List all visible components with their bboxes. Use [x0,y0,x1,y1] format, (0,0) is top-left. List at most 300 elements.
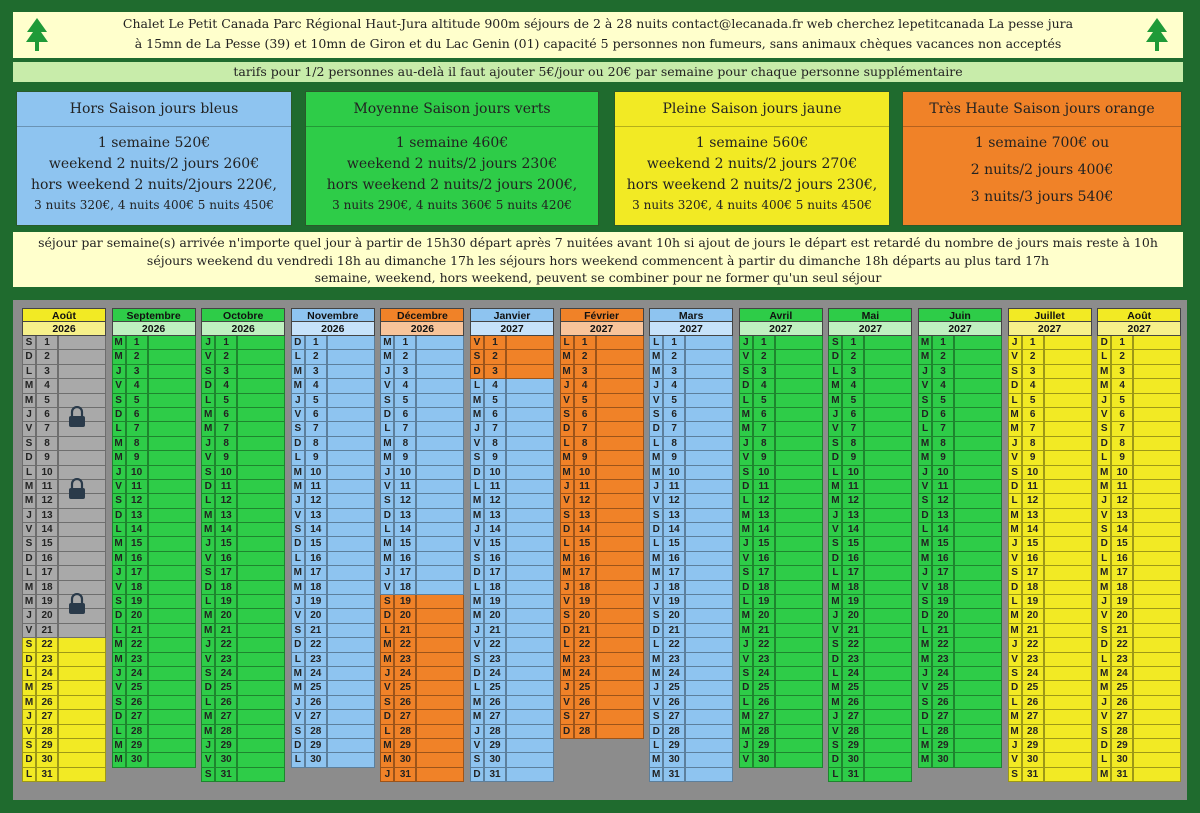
calendar-day[interactable] [291,394,375,408]
calendar-day[interactable] [380,365,464,379]
calendar-day[interactable] [739,537,823,551]
calendar-day[interactable] [649,667,733,681]
calendar-day[interactable] [1097,494,1181,508]
calendar-day[interactable] [112,365,196,379]
calendar-day[interactable] [201,624,285,638]
calendar-day[interactable] [1008,739,1092,753]
calendar-day[interactable] [828,653,912,667]
calendar-day[interactable] [739,494,823,508]
calendar-day[interactable] [291,595,375,609]
calendar-day[interactable] [918,667,1002,681]
calendar-day[interactable] [380,667,464,681]
calendar-day[interactable] [112,466,196,480]
calendar-day[interactable] [112,667,196,681]
calendar-day[interactable] [201,509,285,523]
calendar-day[interactable] [201,753,285,767]
calendar-day[interactable] [201,768,285,782]
calendar-day[interactable] [291,379,375,393]
calendar-day[interactable] [112,408,196,422]
calendar-day[interactable] [1097,609,1181,623]
calendar-day[interactable] [1008,451,1092,465]
calendar-day[interactable] [1097,537,1181,551]
calendar-day[interactable] [560,480,644,494]
calendar-day[interactable] [828,696,912,710]
calendar-day[interactable] [828,379,912,393]
calendar-day[interactable] [22,696,106,710]
calendar-day[interactable] [1097,466,1181,480]
calendar-day[interactable] [649,768,733,782]
calendar-day[interactable] [918,581,1002,595]
calendar-day[interactable] [918,609,1002,623]
calendar-day[interactable] [1097,753,1181,767]
calendar-day[interactable] [470,336,554,350]
calendar-day[interactable] [470,595,554,609]
calendar-day[interactable] [918,379,1002,393]
calendar-day[interactable] [560,609,644,623]
calendar-day[interactable] [470,466,554,480]
calendar-day[interactable] [380,696,464,710]
calendar-day[interactable] [739,394,823,408]
calendar-day[interactable] [739,725,823,739]
calendar-day[interactable] [560,638,644,652]
calendar-day[interactable] [1008,379,1092,393]
calendar-day[interactable] [560,494,644,508]
calendar-day[interactable] [739,552,823,566]
calendar-day[interactable] [380,537,464,551]
calendar-day[interactable] [22,753,106,767]
calendar-day[interactable] [918,336,1002,350]
calendar-day[interactable] [470,437,554,451]
calendar-day[interactable] [739,379,823,393]
calendar-day[interactable] [560,653,644,667]
calendar-day[interactable] [291,725,375,739]
calendar-day[interactable] [380,466,464,480]
calendar-day[interactable] [739,408,823,422]
calendar-day[interactable] [649,638,733,652]
calendar-day[interactable] [1097,581,1181,595]
calendar-day[interactable] [1008,638,1092,652]
calendar-day[interactable] [470,509,554,523]
calendar-day[interactable] [1097,336,1181,350]
calendar-day[interactable] [739,365,823,379]
calendar-day[interactable] [380,350,464,364]
calendar-day[interactable] [380,609,464,623]
calendar-day[interactable] [112,422,196,436]
calendar-day[interactable] [22,408,106,422]
calendar-day[interactable] [112,552,196,566]
calendar-day[interactable] [201,537,285,551]
calendar-day[interactable] [649,681,733,695]
calendar-day[interactable] [291,509,375,523]
calendar-day[interactable] [291,451,375,465]
calendar-day[interactable] [112,480,196,494]
calendar-day[interactable] [291,336,375,350]
calendar-day[interactable] [291,681,375,695]
calendar-day[interactable] [380,710,464,724]
calendar-day[interactable] [22,336,106,350]
calendar-day[interactable] [739,509,823,523]
calendar-day[interactable] [291,638,375,652]
calendar-day[interactable] [380,595,464,609]
calendar-day[interactable] [1097,681,1181,695]
calendar-day[interactable] [380,653,464,667]
calendar-day[interactable] [1097,638,1181,652]
calendar-day[interactable] [112,379,196,393]
calendar-day[interactable] [1008,466,1092,480]
calendar-day[interactable] [112,336,196,350]
calendar-day[interactable] [470,753,554,767]
calendar-day[interactable] [470,537,554,551]
calendar-day[interactable] [22,437,106,451]
calendar-day[interactable] [470,523,554,537]
calendar-day[interactable] [560,422,644,436]
calendar-day[interactable] [291,581,375,595]
calendar-day[interactable] [201,437,285,451]
calendar-day[interactable] [1097,710,1181,724]
calendar-day[interactable] [828,624,912,638]
calendar-day[interactable] [1097,624,1181,638]
calendar-day[interactable] [380,523,464,537]
calendar-day[interactable] [560,365,644,379]
calendar-day[interactable] [560,710,644,724]
calendar-day[interactable] [649,494,733,508]
calendar-day[interactable] [918,653,1002,667]
calendar-day[interactable] [649,595,733,609]
calendar-day[interactable] [560,681,644,695]
calendar-day[interactable] [560,552,644,566]
calendar-day[interactable] [739,609,823,623]
calendar-day[interactable] [828,768,912,782]
calendar-day[interactable] [1008,552,1092,566]
calendar-day[interactable] [649,408,733,422]
calendar-day[interactable] [918,552,1002,566]
calendar-day[interactable] [828,451,912,465]
calendar-day[interactable] [918,394,1002,408]
calendar-day[interactable] [649,696,733,710]
calendar-day[interactable] [1097,408,1181,422]
calendar-day[interactable] [201,466,285,480]
calendar-day[interactable] [22,523,106,537]
calendar-day[interactable] [380,566,464,580]
calendar-day[interactable] [291,609,375,623]
calendar-day[interactable] [470,768,554,782]
calendar-day[interactable] [470,566,554,580]
calendar-day[interactable] [1008,480,1092,494]
calendar-day[interactable] [918,408,1002,422]
calendar-day[interactable] [22,494,106,508]
calendar-day[interactable] [560,394,644,408]
calendar-day[interactable] [1097,437,1181,451]
calendar-day[interactable] [739,681,823,695]
calendar-day[interactable] [380,408,464,422]
calendar-day[interactable] [1008,681,1092,695]
calendar-day[interactable] [1097,509,1181,523]
calendar-day[interactable] [380,422,464,436]
calendar-day[interactable] [470,739,554,753]
calendar-day[interactable] [1008,667,1092,681]
calendar-day[interactable] [470,696,554,710]
calendar-day[interactable] [112,710,196,724]
calendar-day[interactable] [380,336,464,350]
calendar-day[interactable] [649,739,733,753]
calendar-day[interactable] [291,566,375,580]
calendar-day[interactable] [739,336,823,350]
calendar-day[interactable] [1008,653,1092,667]
calendar-day[interactable] [380,437,464,451]
calendar-day[interactable] [201,595,285,609]
calendar-day[interactable] [291,466,375,480]
calendar-day[interactable] [470,609,554,623]
calendar-day[interactable] [291,422,375,436]
calendar-day[interactable] [918,494,1002,508]
calendar-day[interactable] [1008,725,1092,739]
calendar-day[interactable] [649,350,733,364]
calendar-day[interactable] [739,466,823,480]
calendar-day[interactable] [112,523,196,537]
calendar-day[interactable] [739,624,823,638]
calendar-day[interactable] [22,422,106,436]
calendar-day[interactable] [1008,494,1092,508]
calendar-day[interactable] [649,753,733,767]
calendar-day[interactable] [649,451,733,465]
calendar-day[interactable] [918,638,1002,652]
calendar-day[interactable] [291,552,375,566]
calendar-day[interactable] [739,480,823,494]
calendar-day[interactable] [739,437,823,451]
calendar-day[interactable] [649,609,733,623]
calendar-day[interactable] [470,379,554,393]
calendar-day[interactable] [22,638,106,652]
calendar-day[interactable] [739,581,823,595]
calendar-day[interactable] [1097,379,1181,393]
calendar-day[interactable] [112,494,196,508]
calendar-day[interactable] [380,681,464,695]
calendar-day[interactable] [1008,595,1092,609]
calendar-day[interactable] [22,581,106,595]
calendar-day[interactable] [918,523,1002,537]
calendar-day[interactable] [918,365,1002,379]
calendar-day[interactable] [22,667,106,681]
calendar-day[interactable] [112,350,196,364]
calendar-day[interactable] [828,365,912,379]
calendar-day[interactable] [739,451,823,465]
calendar-day[interactable] [380,725,464,739]
calendar-day[interactable] [22,466,106,480]
calendar-day[interactable] [291,537,375,551]
calendar-day[interactable] [112,566,196,580]
calendar-day[interactable] [560,725,644,739]
calendar-day[interactable] [918,466,1002,480]
calendar-day[interactable] [470,638,554,652]
calendar-day[interactable] [201,581,285,595]
calendar-day[interactable] [918,566,1002,580]
calendar-day[interactable] [291,710,375,724]
calendar-day[interactable] [828,552,912,566]
calendar-day[interactable] [739,566,823,580]
calendar-day[interactable] [1008,768,1092,782]
calendar-day[interactable] [201,408,285,422]
calendar-day[interactable] [201,480,285,494]
calendar-day[interactable] [649,653,733,667]
calendar-day[interactable] [112,437,196,451]
calendar-day[interactable] [1097,566,1181,580]
calendar-day[interactable] [380,509,464,523]
calendar-day[interactable] [649,509,733,523]
calendar-day[interactable] [201,494,285,508]
calendar-day[interactable] [112,624,196,638]
calendar-day[interactable] [828,523,912,537]
calendar-day[interactable] [1097,667,1181,681]
calendar-day[interactable] [22,451,106,465]
calendar-day[interactable] [1008,624,1092,638]
calendar-day[interactable] [649,466,733,480]
calendar-day[interactable] [1097,523,1181,537]
calendar-day[interactable] [1008,408,1092,422]
calendar-day[interactable] [560,408,644,422]
calendar-day[interactable] [291,408,375,422]
calendar-day[interactable] [291,696,375,710]
calendar-day[interactable] [470,365,554,379]
calendar-day[interactable] [22,394,106,408]
calendar-day[interactable] [739,350,823,364]
calendar-day[interactable] [112,609,196,623]
calendar-day[interactable] [201,681,285,695]
calendar-day[interactable] [828,394,912,408]
calendar-day[interactable] [828,710,912,724]
calendar-day[interactable] [22,379,106,393]
calendar-day[interactable] [918,725,1002,739]
calendar-day[interactable] [1008,509,1092,523]
calendar-day[interactable] [649,725,733,739]
calendar-day[interactable] [560,624,644,638]
calendar-day[interactable] [380,638,464,652]
calendar-day[interactable] [560,350,644,364]
calendar-day[interactable] [291,653,375,667]
calendar-day[interactable] [918,739,1002,753]
calendar-day[interactable] [112,753,196,767]
calendar-day[interactable] [560,379,644,393]
calendar-day[interactable] [739,523,823,537]
calendar-day[interactable] [470,480,554,494]
calendar-day[interactable] [201,451,285,465]
calendar-day[interactable] [828,609,912,623]
calendar-day[interactable] [560,336,644,350]
calendar-day[interactable] [470,494,554,508]
calendar-day[interactable] [828,480,912,494]
calendar-day[interactable] [560,696,644,710]
calendar-day[interactable] [1097,350,1181,364]
calendar-day[interactable] [918,710,1002,724]
calendar-day[interactable] [560,581,644,595]
calendar-day[interactable] [22,552,106,566]
calendar-day[interactable] [649,365,733,379]
calendar-day[interactable] [739,710,823,724]
calendar-day[interactable] [1097,552,1181,566]
calendar-day[interactable] [828,509,912,523]
calendar-day[interactable] [291,480,375,494]
calendar-day[interactable] [828,753,912,767]
calendar-day[interactable] [291,739,375,753]
calendar-day[interactable] [828,437,912,451]
calendar-day[interactable] [1008,710,1092,724]
calendar-day[interactable] [380,768,464,782]
calendar-day[interactable] [22,595,106,609]
calendar-day[interactable] [918,696,1002,710]
calendar-day[interactable] [1008,422,1092,436]
calendar-day[interactable] [201,609,285,623]
calendar-day[interactable] [828,739,912,753]
calendar-day[interactable] [1097,595,1181,609]
calendar-day[interactable] [828,638,912,652]
calendar-day[interactable] [739,739,823,753]
calendar-day[interactable] [649,537,733,551]
calendar-day[interactable] [828,494,912,508]
calendar-day[interactable] [470,451,554,465]
calendar-day[interactable] [918,624,1002,638]
calendar-day[interactable] [201,725,285,739]
calendar-day[interactable] [470,681,554,695]
calendar-day[interactable] [649,581,733,595]
calendar-day[interactable] [1097,365,1181,379]
calendar-day[interactable] [918,595,1002,609]
calendar-day[interactable] [918,422,1002,436]
calendar-day[interactable] [291,350,375,364]
calendar-day[interactable] [1008,523,1092,537]
calendar-day[interactable] [1008,394,1092,408]
calendar-day[interactable] [201,653,285,667]
calendar-day[interactable] [739,653,823,667]
calendar-day[interactable] [560,537,644,551]
calendar-day[interactable] [22,681,106,695]
calendar-day[interactable] [380,494,464,508]
calendar-day[interactable] [201,350,285,364]
calendar-day[interactable] [649,394,733,408]
calendar-day[interactable] [380,552,464,566]
calendar-day[interactable] [828,595,912,609]
calendar-day[interactable] [739,595,823,609]
calendar-day[interactable] [560,566,644,580]
calendar-day[interactable] [22,710,106,724]
calendar-day[interactable] [22,739,106,753]
calendar-day[interactable] [828,408,912,422]
calendar-day[interactable] [291,523,375,537]
calendar-day[interactable] [918,509,1002,523]
calendar-day[interactable] [291,753,375,767]
calendar-day[interactable] [1008,581,1092,595]
calendar-day[interactable] [739,696,823,710]
calendar-day[interactable] [828,566,912,580]
calendar-day[interactable] [470,653,554,667]
calendar-day[interactable] [828,681,912,695]
calendar-day[interactable] [1097,768,1181,782]
calendar-day[interactable] [1008,365,1092,379]
calendar-day[interactable] [112,537,196,551]
calendar-day[interactable] [22,509,106,523]
calendar-day[interactable] [560,466,644,480]
calendar-day[interactable] [918,480,1002,494]
calendar-day[interactable] [918,537,1002,551]
calendar-day[interactable] [1097,451,1181,465]
calendar-day[interactable] [828,537,912,551]
calendar-day[interactable] [1008,753,1092,767]
calendar-day[interactable] [828,422,912,436]
calendar-day[interactable] [649,379,733,393]
calendar-day[interactable] [291,667,375,681]
calendar-day[interactable] [22,537,106,551]
calendar-day[interactable] [112,653,196,667]
calendar-day[interactable] [918,437,1002,451]
calendar-day[interactable] [470,581,554,595]
